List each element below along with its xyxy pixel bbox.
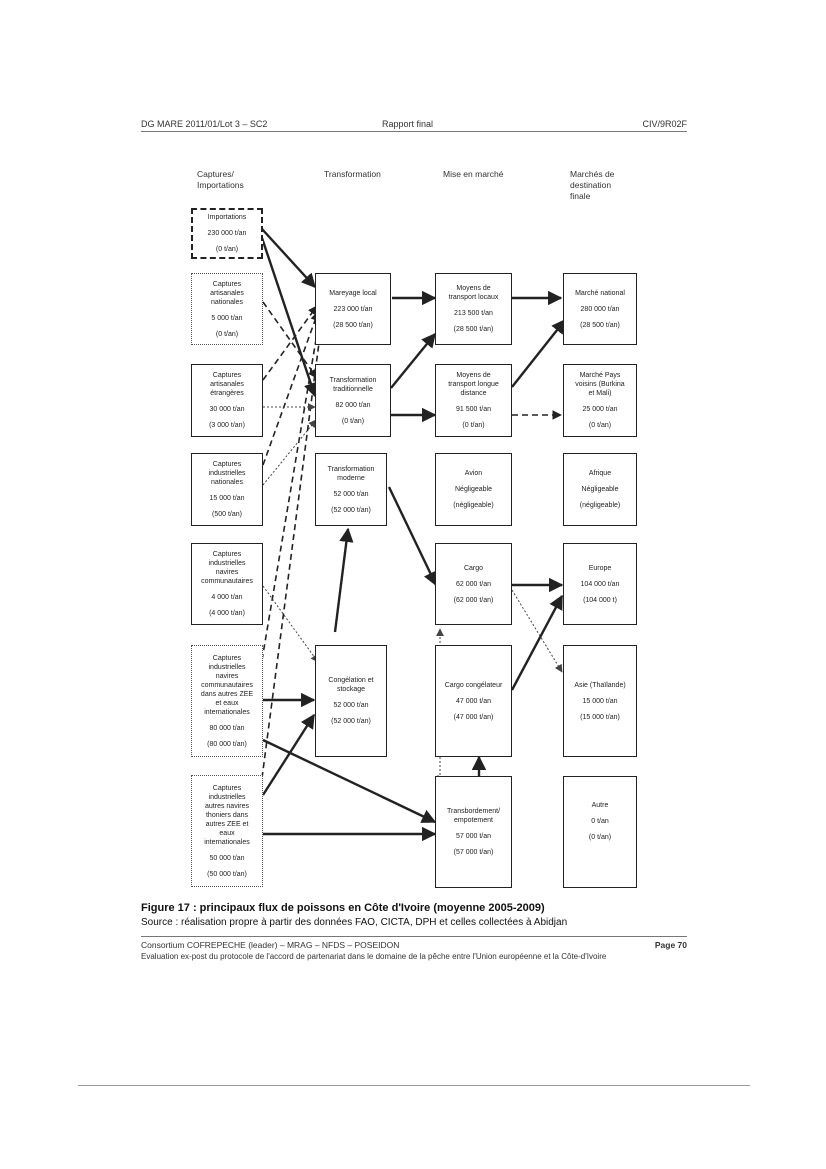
flow-importations-transformation-traditionnelle [262,238,315,396]
node-avion-volume: Négligeable [455,486,492,493]
node-trans-trad-volume: 82 000 t/an [335,401,371,409]
node-captures-thoniers-autres-zee [191,775,263,887]
flow-ind-comm-zee-mareyage [262,316,320,660]
node-ind-thon-volume: 50 000 t/an [209,854,245,862]
node-transbordement-empotement [435,776,512,888]
node-art-nat-label: Captures artisanales nationales [210,280,244,306]
node-marche-nat-volume: 280 000 t/an [580,305,620,313]
node-avion-label: Avion [464,470,483,477]
node-cargo-cong-volume: 47 000 t/an [455,697,492,705]
column-heading-mise-en-marche: Mise en marché [443,169,504,179]
node-mareyage-local [315,273,391,345]
node-ind-thon-extra: (50 000 t/an) [207,870,247,878]
node-trans-trad-extra: (0 t/an) [341,417,365,425]
node-cargo-label: Cargo [463,564,484,572]
node-transport-locaux-volume: 213 500 t/an [454,310,493,317]
header-left: DG MARE 2011/01/Lot 3 – SC2 [141,119,268,129]
footer-report-title: Evaluation ex-post du protocole de l'accord de partenariat dans le domaine de la pêche entre l'Union européenne et la Côte-d'Ivoire [141,952,607,961]
flow-congelation-transformation-moderne [335,529,348,632]
column-heading-transformation: Transformation [324,169,381,179]
node-importations-volume: 230 000 t/an [207,230,247,237]
node-cargo-congelateur [435,645,512,757]
node-avion-extra: (négligeable) [453,502,494,509]
node-congelation-label: Congélation et stockage [328,677,374,693]
node-congelation-extra: (52 000 t/an) [331,718,371,725]
node-art-nat-extra: (0 t/an) [215,330,239,338]
node-europe-volume: 104 000 t/an [580,580,620,588]
node-ind-nat-extra: (500 t/an) [212,511,242,518]
node-art-etr-extra: (3 000 t/an) [209,422,245,429]
flow-ind-nat-mareyage [263,312,318,465]
node-transport-longue-distance [435,364,512,437]
node-mareyage-volume: 223 000 t/an [333,305,373,313]
node-cargo-cong-extra: (47 000 t/an) [453,713,494,721]
node-cargo [435,543,512,625]
flow-transformation-traditionnelle-transport-locaux [391,334,435,388]
node-transport-longue-extra: (0 t/an) [462,422,485,429]
node-marche-pays-voisins [563,364,637,437]
node-ind-comm-zee-label: Captures industrielles navires communautaires dans autres ZEE et eaux internationales [200,654,254,716]
node-europe-extra: (104 000 t) [583,596,617,604]
node-ind-comm-extra: (4 000 t/an) [209,610,245,617]
node-asie-extra: (15 000 t/an) [580,713,620,721]
node-europe-label: Europe [588,564,612,572]
node-marche-nat-label: Marché national [575,289,625,297]
node-cargo-volume: 62 000 t/an [455,580,492,588]
node-marche-nat-extra: (28 500 t/an) [580,321,620,329]
footer-consortium: Consortium COFREPECHE (leader) – MRAG – NFDS – POSEIDON [141,940,400,950]
header-center: Rapport final [382,119,434,129]
node-ind-comm-zee-volume: 80 000 t/an [209,724,245,732]
node-importations-extra: (0 t/an) [215,246,239,253]
figure-caption: Figure 17 : principaux flux de poissons en Côte d'Ivoire (moyenne 2005-2009) [141,902,545,914]
flow-ind-thon-mareyage [262,320,322,778]
node-transbordement-volume: 57 000 t/an [455,833,492,840]
node-transport-locaux-extra: (28 500 t/an) [453,326,494,333]
node-art-etr-volume: 30 000 t/an [209,406,245,413]
node-europe [563,543,637,625]
node-cargo-cong-label: Cargo congélateur [444,681,503,689]
node-importations-label: Importations [207,214,247,221]
node-cargo-extra: (62 000 t/an) [453,596,494,604]
node-afrique-label: Afrique [588,470,612,477]
node-transformation-traditionnelle [315,364,391,437]
node-pays-voisins-label: Marché Pays voisins (Burkina et Mali) [575,372,625,397]
node-asie-label: Asie (Thaïlande) [574,681,626,689]
node-mareyage-extra: (28 500 t/an) [333,321,373,329]
node-mareyage-label: Mareyage local [329,289,377,297]
footer-page-number: Page 70 [654,940,687,950]
node-art-nat-volume: 5 000 t/an [211,314,243,322]
flow-art-nat-transformation-traditionnelle [263,302,317,378]
node-captures-artisanales-etrangeres [191,364,263,437]
node-autre-label: Autre [591,802,609,809]
node-captures-industrielles-nationales [191,453,263,526]
flow-transformation-moderne-cargo [389,487,436,585]
node-asie-thailande [563,645,637,757]
node-ind-comm-volume: 4 000 t/an [211,594,243,601]
node-captures-communautaires-autres-zee [191,645,263,757]
node-trans-mod-extra: (52 000 t/an) [331,506,371,514]
node-ind-comm-zee-extra: (80 000 t/an) [207,740,247,748]
footer-rule [141,936,687,937]
node-transformation-moderne [315,453,387,526]
node-ind-comm-label: Captures industrielles navires communautaires [201,551,253,585]
column-heading-captures: Captures/ Importations [197,169,244,190]
flow-cargo-asie [512,590,562,672]
node-captures-artisanales-nationales [191,273,263,345]
node-importations [191,208,263,259]
node-autre [563,776,637,888]
flow-ind-thon-congelation [263,715,314,795]
column-heading-marches: Marchés de destination finale [570,169,615,201]
flow-transport-longue-marche-national [512,320,565,387]
node-asie-volume: 15 000 t/an [582,697,618,705]
node-afrique [563,453,637,526]
page-bottom-rule [78,1085,750,1086]
node-trans-mod-label: Transformation moderne [327,465,375,482]
node-ind-nat-volume: 15 000 t/an [209,495,245,502]
node-pays-voisins-extra: (0 t/an) [588,422,612,429]
node-transport-locaux-label: Moyens de transport locaux [448,285,499,301]
header-right: CIV/9R02F [642,119,687,129]
node-congelation-stockage [315,645,387,757]
node-trans-mod-volume: 52 000 t/an [333,490,369,498]
node-art-etr-label: Captures artisanales étrangères [210,372,244,397]
flow-ind-comm-congelation [263,586,318,662]
node-autre-volume: 0 t/an [591,818,609,825]
node-transport-locaux [435,273,512,345]
flow-art-etr-mareyage [263,306,317,380]
node-afrique-extra: (négligeable) [579,502,621,509]
node-trans-trad-label: Transformation traditionnelle [329,376,377,393]
node-autre-extra: (0 t/an) [588,834,612,841]
node-avion [435,453,512,526]
node-transbordement-extra: (57 000 t/an) [453,849,494,856]
node-captures-industrielles-communautaires [191,543,263,625]
node-afrique-volume: Négligeable [581,486,619,493]
node-transbordement-label: Transbordement/ empotement [446,808,501,824]
node-transport-longue-label: Moyens de transport longue distance [448,372,499,397]
node-pays-voisins-volume: 25 000 t/an [582,406,618,413]
node-congelation-volume: 52 000 t/an [333,702,369,709]
node-marche-national [563,273,637,345]
node-ind-thon-label: Captures industrielles autres navires thoniers dans autres ZEE et eaux internationales [204,784,250,846]
figure-source: Source : réalisation propre à partir des données FAO, CICTA, DPH et celles collectées à Abidjan [141,917,568,928]
flow-cargo-congelateur-europe [512,596,562,690]
node-ind-nat-label: Captures industrielles nationales [208,461,246,486]
node-transport-longue-volume: 91 500 t/an [455,406,492,413]
